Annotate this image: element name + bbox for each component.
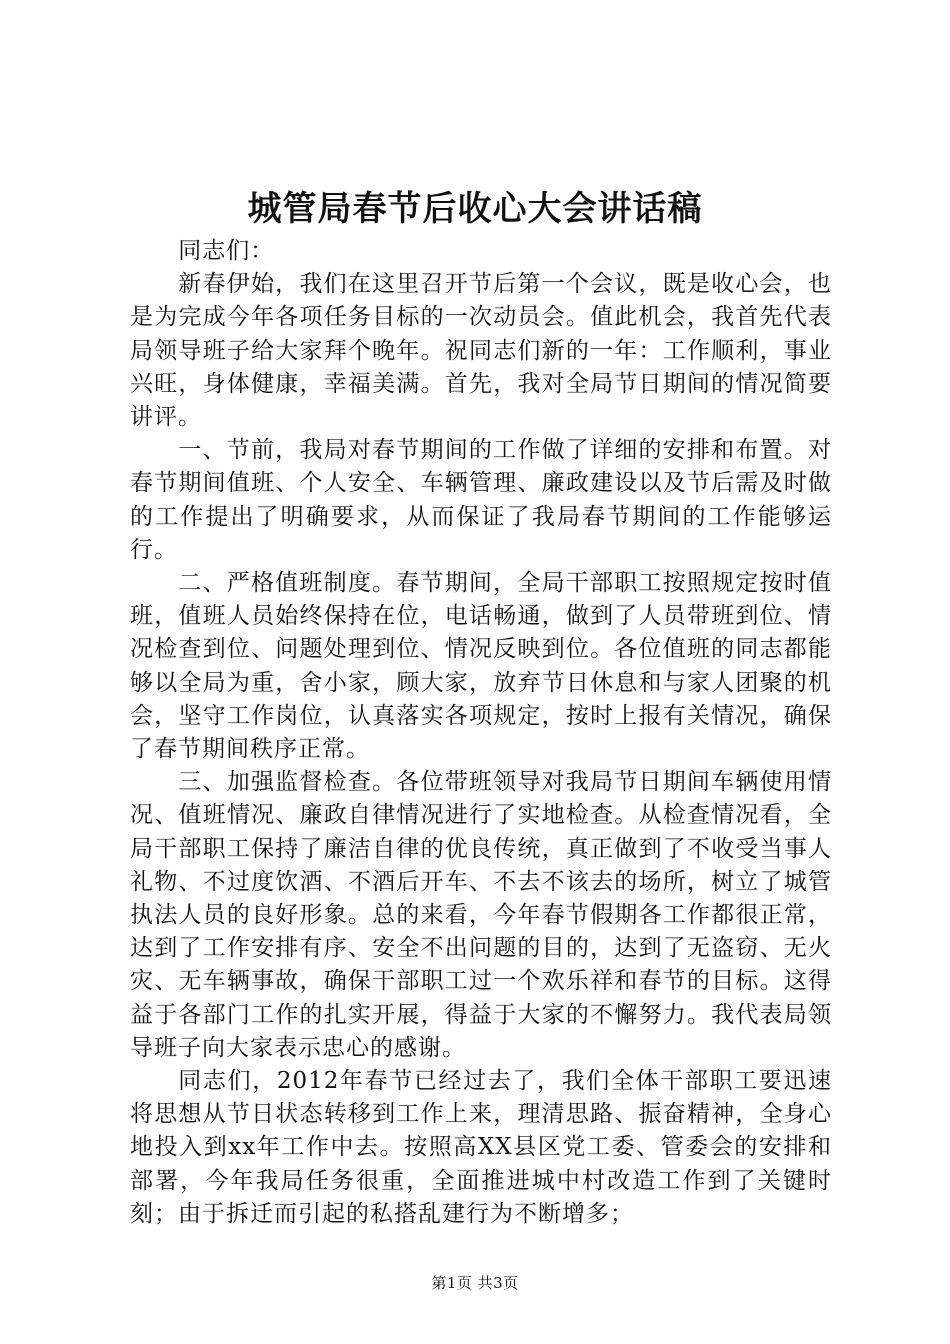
paragraph: 新春伊始，我们在这里召开节后第一个会议，既是收心会，也是为完成今年各项任务目标的一次动员会。值此机会，我首先代表局领导班子给大家拜个晚年。祝同志们新的一年：工作顺利，事业兴旺，身体健康，幸福美满。首先，我对全局节日期间的情况简要讲评。 (130, 271, 832, 431)
paragraph: 同志们，2012年春节已经过去了，我们全体干部职工要迅速将思想从节日状态转移到工作上来，理清思路、振奋精神，全身心地投入到xx年工作中去。按照高XX县区党工委、管委会的安排和部署，今年我局任务很重，全面推进城中村改造工作到了关键时刻；由于拆迁而引起的私搭乱建行为不断增多； (130, 1068, 832, 1227)
document-title: 城管局春节后收心大会讲话稿 (247, 189, 703, 229)
paragraph: 二、严格值班制度。春节期间，全局干部职工按照规定按时值班，值班人员始终保持在位，电话畅通，做到了人员带班到位、情况检查到位、问题处理到位、情况反映到位。各位值班的同志都能够以全局为重，舍小家，顾大家，放弃节日休息和与家人团聚的机会，坚守工作岗位，认真落实各项规定，按时上报有关情况，确保了春节期间秩序正常。 (130, 570, 832, 763)
paragraph: 三、加强监督检查。各位带班领导对我局节日期间车辆使用情况、值班情况、廉政自律情况进行了实地检查。从检查情况看，全局干部职工保持了廉洁自律的优良传统，真正做到了不收受当事人礼物、不过度饮酒、不酒后开车、不去不该去的场所，树立了城管执法人员的良好形象。总的来看，今年春节假期各工作都很正常，达到了工作安排有序、安全不出问题的目的，达到了无盗窃、无火灾、无车辆事故，确保干部职工过一个欢乐祥和春节的目标。这得益于各部门工作的扎实开展，得益于大家的不懈努力。我代表局领导班子向大家表示忠心的感谢。 (130, 769, 832, 1061)
page-number-footer: 第1页 共3页 (431, 1274, 519, 1292)
document-body (130, 235, 832, 1231)
salutation: 同志们： (178, 238, 275, 264)
paragraph: 一、节前，我局对春节期间的工作做了详细的安排和布置。对春节期间值班、个人安全、车辆管理、廉政建设以及节后需及时做的工作提出了明确要求，从而保证了我局春节期间的工作能够运行。 (130, 437, 832, 563)
